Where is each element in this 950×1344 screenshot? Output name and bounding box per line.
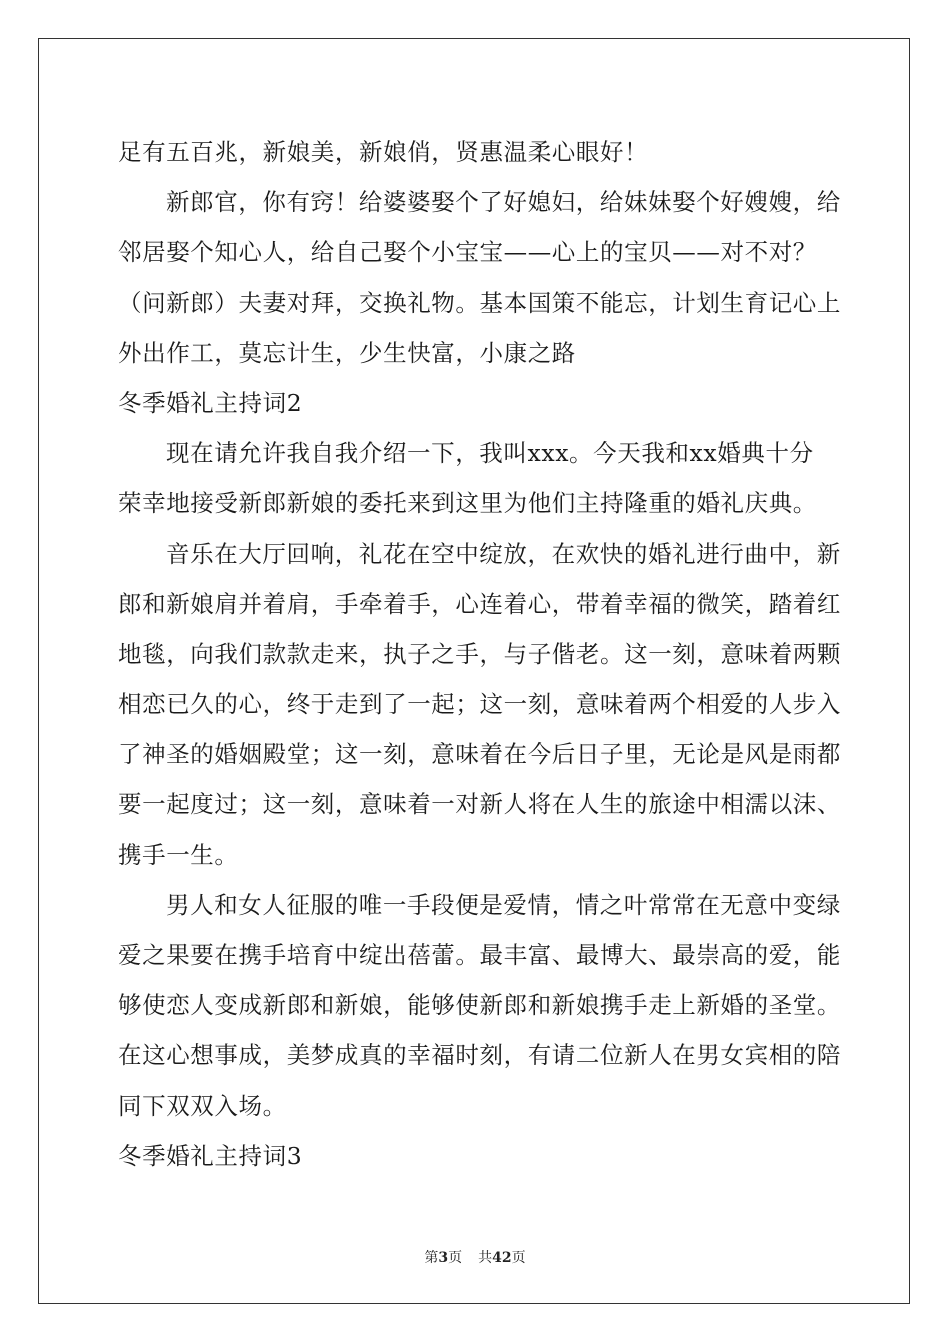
- document-body: [118, 127, 841, 1181]
- text-line: 现在请允许我自我介绍一下，我叫xxx。今天我和xx婚典十分: [166, 439, 814, 468]
- page-suffix: 页: [448, 1250, 463, 1266]
- text-line: 在这心想事成，美梦成真的幸福时刻，有请二位新人在男女宾相的陪: [118, 1041, 841, 1070]
- page-footer: [0, 1247, 950, 1267]
- total-suffix: 页: [511, 1250, 526, 1266]
- text-line: 携手一生。: [118, 840, 239, 869]
- text-line: 邻居娶个知心人，给自己娶个小宝宝——心上的宝贝——对不对？: [118, 238, 817, 267]
- total-prefix: 共: [478, 1250, 493, 1266]
- text-line: 相恋已久的心，终于走到了一起；这一刻，意味着两个相爱的人步入: [118, 690, 841, 719]
- total-pages: 42: [492, 1250, 512, 1266]
- text-line: 同下双双入场。: [118, 1091, 287, 1120]
- text-line: 外出作工，莫忘计生，少生快富，小康之路: [118, 338, 576, 367]
- text-line: （问新郎）夫妻对拜，交换礼物。基本国策不能忘，计划生育记心上: [118, 288, 841, 317]
- text-line: 爱之果要在携手培育中绽出蓓蕾。最丰富、最博大、最崇高的爱，能: [118, 941, 841, 969]
- text-line: 了神圣的婚姻殿堂；这一刻，意味着在今后日子里，无论是风是雨都: [118, 740, 841, 769]
- section-heading: 冬季婚礼主持词2: [118, 388, 303, 417]
- text-line: 郎和新娘肩并着肩，手牵着手，心连着心，带着幸福的微笑，踏着红: [118, 589, 841, 618]
- text-line: 新郎官，你有窍！给婆婆娶个了好媳妇，给妹妹娶个好嫂嫂，给: [166, 188, 841, 217]
- text-line: 足有五百兆，新娘美，新娘俏，贤惠温柔心眼好！: [118, 138, 649, 166]
- text-line: 荣幸地接受新郎新娘的委托来到这里为他们主持隆重的婚礼庆典。: [118, 489, 817, 518]
- text-line: 够使恋人变成新郎和新娘，能够使新郎和新娘携手走上新婚的圣堂。: [118, 991, 841, 1020]
- text-line: 音乐在大厅回响，礼花在空中绽放，在欢快的婚礼进行曲中，新: [166, 539, 841, 568]
- section-heading: 冬季婚礼主持词3: [118, 1141, 303, 1170]
- page-number: 3: [438, 1250, 449, 1266]
- page-prefix: 第: [424, 1250, 439, 1266]
- text-line: 男人和女人征服的唯一手段便是爱情，情之叶常常在无意中变绿: [166, 890, 841, 919]
- text-line: 地毯，向我们款款走来，执子之手，与子偕老。这一刻，意味着两颗: [118, 639, 841, 668]
- text-line: 要一起度过；这一刻，意味着一对新人将在人生的旅途中相濡以沫、: [118, 790, 841, 819]
